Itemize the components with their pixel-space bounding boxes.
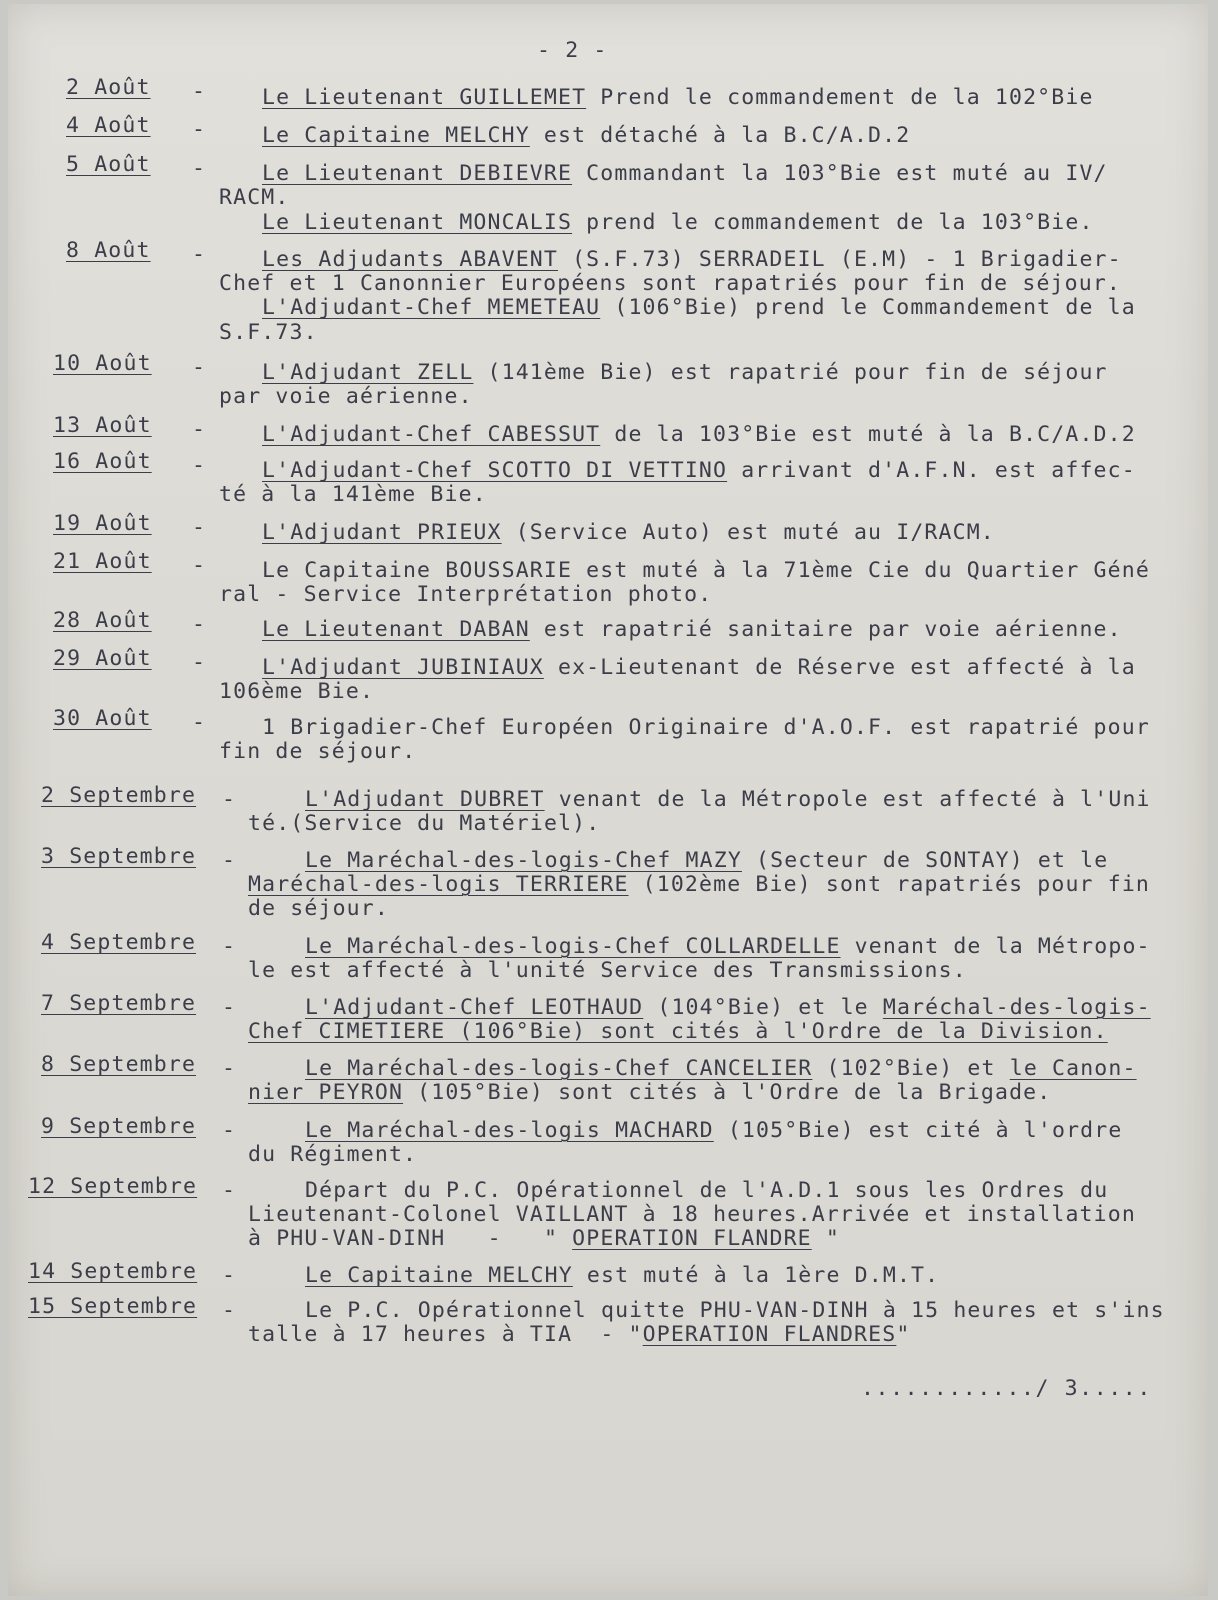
- entry-date: 12 Septembre: [28, 1174, 198, 1199]
- entry-dash: -: [192, 612, 205, 637]
- entry-text-line: [219, 584, 712, 606]
- entry-text-line: [262, 619, 1122, 641]
- text-segment: arrivant d'A.F.N. est affec-: [727, 458, 1136, 483]
- text-segment: RACM.: [219, 185, 290, 210]
- entry-date: 30 Août: [53, 706, 152, 731]
- entry-text-line: [219, 273, 1121, 295]
- entry-text-line: [219, 741, 416, 763]
- underlined-text: Le Lieutenant DEBIEVRE: [262, 161, 573, 186]
- entry-text-line: [305, 1180, 1108, 1202]
- text-segment: (Service Auto) est muté au I/RACM.: [501, 520, 995, 545]
- text-segment: S.F.73.: [219, 320, 318, 345]
- text-segment: (106°Bie) prend le Commandement de la: [600, 295, 1136, 320]
- text-segment: (141ème Bie) est rapatrié pour fin de séjour: [473, 360, 1108, 385]
- entry-text-line: [305, 789, 1151, 811]
- page-number: - 2 -: [537, 38, 608, 63]
- entry-date: 8 Septembre: [41, 1052, 197, 1077]
- text-segment: (102°Bie) et: [812, 1056, 1010, 1081]
- text-segment: est détaché à la B.C/A.D.2: [529, 123, 911, 148]
- entry-text-line: [248, 813, 600, 835]
- entry-text-line: [262, 522, 995, 544]
- entry-date: 16 Août: [53, 449, 152, 474]
- entry-date: 10 Août: [53, 351, 152, 376]
- text-segment: de séjour.: [248, 896, 389, 921]
- text-segment: (105°Bie) est cité à l'ordre: [713, 1118, 1123, 1143]
- entry-dash: -: [192, 453, 205, 478]
- entry-text-line: [305, 936, 1151, 958]
- entry-text-line: [305, 1120, 1122, 1142]
- entry-text-line: [305, 1265, 939, 1287]
- entry-text-line: [248, 1082, 1051, 1104]
- entry-date: 15 Septembre: [28, 1294, 198, 1319]
- entry-dash: -: [192, 650, 205, 675]
- underlined-text: L'Adjudant-Chef MEMETEAU: [262, 295, 601, 320]
- text-segment: du Régiment.: [248, 1142, 418, 1167]
- entry-text-line: [248, 1144, 417, 1166]
- entry-text-line: [248, 898, 389, 920]
- text-segment: fin de séjour.: [219, 739, 417, 764]
- underlined-text: L'Adjudant-Chef LEOTHAUD: [305, 995, 644, 1020]
- entry-date: 4 Septembre: [41, 930, 197, 955]
- entry-date: 29 Août: [53, 646, 152, 671]
- entry-text-line: [305, 1300, 1165, 1322]
- entry-text-line: [248, 874, 1150, 896]
- underlined-text: OPERATION FLANDRE: [572, 1226, 812, 1251]
- entry-date: 14 Septembre: [28, 1259, 198, 1284]
- underlined-text: L'Adjudant-Chef CABESSUT: [262, 422, 601, 447]
- entry-dash: -: [222, 995, 235, 1020]
- entry-dash: -: [192, 355, 205, 380]
- entry-date: 2 Août: [66, 75, 151, 100]
- text-segment: (S.F.73) SERRADEIL (E.M) - 1 Brigadier-: [557, 247, 1122, 272]
- text-segment: talle à 17 heures à TIA - ": [248, 1322, 643, 1347]
- underlined-text: Le Maréchal-des-logis-Chef COLLARDELLE: [305, 934, 841, 959]
- entry-dash: -: [192, 156, 205, 181]
- entry-dash: -: [222, 934, 235, 959]
- entry-date: 5 Août: [66, 152, 151, 177]
- text-segment: 1 Brigadier-Chef Européen Originaire d'A.O.F. est rapatrié pour: [262, 715, 1150, 740]
- text-segment: ": [811, 1226, 840, 1251]
- text-segment: Prend le commandement de la 102°Bie: [586, 85, 1094, 110]
- entry-text-line: [262, 125, 910, 147]
- entry-text-line: [248, 1228, 840, 1250]
- entry-date: 19 Août: [53, 511, 152, 536]
- underlined-text: Le Capitaine MELCHY: [262, 123, 530, 148]
- entry-text-line: [305, 1058, 1137, 1080]
- text-segment: (Secteur de SONTAY) et le: [741, 848, 1109, 873]
- entry-date: 3 Septembre: [41, 844, 197, 869]
- underlined-text: Le Maréchal-des-logis-Chef CANCELIER: [305, 1056, 813, 1081]
- underlined-text: nier PEYRON: [248, 1080, 404, 1105]
- entry-dash: -: [222, 787, 235, 812]
- entry-text-line: [262, 560, 1150, 582]
- document-page: [8, 4, 1208, 1596]
- entry-text-line: [262, 460, 1136, 482]
- text-segment: à PHU-VAN-DINH - ": [248, 1226, 573, 1251]
- underlined-text: L'Adjudant PRIEUX: [262, 520, 502, 545]
- entry-text-line: [262, 657, 1136, 679]
- entry-text-line: [248, 1324, 910, 1346]
- entry-text-line: [262, 297, 1136, 319]
- underlined-text: Les Adjudants ABAVENT: [262, 247, 558, 272]
- underlined-text: le Canon-: [1009, 1056, 1137, 1081]
- entry-date: 8 Août: [66, 238, 151, 263]
- text-segment: Le Capitaine BOUSSARIE est muté à la 71ème Cie du Quartier Géné: [262, 558, 1150, 583]
- text-segment: té à la 141ème Bie.: [219, 482, 487, 507]
- text-segment: prend le commandement de la 103°Bie.: [572, 210, 1094, 235]
- entry-text-line: [262, 249, 1122, 271]
- text-segment: est rapatrié sanitaire par voie aérienne.: [529, 617, 1122, 642]
- entry-dash: -: [192, 515, 205, 540]
- underlined-text: L'Adjudant ZELL: [262, 360, 474, 385]
- entry-text-line: [248, 1021, 1108, 1043]
- entry-dash: -: [222, 1118, 235, 1143]
- underlined-text: Le Capitaine MELCHY: [305, 1263, 573, 1288]
- text-segment: ": [896, 1322, 911, 1347]
- entry-dash: -: [222, 1298, 235, 1323]
- underlined-text: Le Maréchal-des-logis-Chef MAZY: [305, 848, 742, 873]
- entry-text-line: [262, 212, 1094, 234]
- underlined-text: Le Lieutenant DABAN: [262, 617, 530, 642]
- entry-dash: -: [192, 117, 205, 142]
- text-segment: (104°Bie) et le: [643, 995, 883, 1020]
- text-segment: Lieutenant-Colonel VAILLANT à 18 heures.Arrivée et installation: [248, 1202, 1136, 1227]
- text-segment: Le P.C. Opérationnel quitte PHU-VAN-DINH à 15 heures et s'ins: [305, 1298, 1165, 1323]
- entry-dash: -: [222, 848, 235, 873]
- text-segment: Chef et 1 Canonnier Européens sont rapatriés pour fin de séjour.: [219, 271, 1122, 296]
- entry-dash: -: [192, 710, 205, 735]
- underlined-text: L'Adjudant DUBRET: [305, 787, 545, 812]
- entry-text-line: [262, 87, 1094, 109]
- entry-date: 7 Septembre: [41, 991, 197, 1016]
- text-segment: venant de la Métropole est affecté à l'Uni: [544, 787, 1151, 812]
- text-segment: ral - Service Interprétation photo.: [219, 582, 713, 607]
- entry-dash: -: [192, 79, 205, 104]
- text-segment: (105°Bie) sont cités à l'Ordre de la Brigade.: [403, 1080, 1052, 1105]
- entry-date: 2 Septembre: [41, 783, 197, 808]
- entry-date: 21 Août: [53, 549, 152, 574]
- underlined-text: L'Adjudant JUBINIAUX: [262, 655, 544, 680]
- underlined-text: L'Adjudant-Chef SCOTTO DI VETTINO: [262, 458, 728, 483]
- entry-dash: -: [192, 553, 205, 578]
- continuation-marker: ............/ 3.....: [861, 1376, 1152, 1401]
- underlined-text: OPERATION FLANDRES: [642, 1322, 897, 1347]
- underlined-text: Maréchal-des-logis TERRIERE: [248, 872, 629, 897]
- entry-text-line: [248, 1204, 1136, 1226]
- entry-text-line: [262, 362, 1108, 384]
- text-segment: Départ du P.C. Opérationnel de l'A.D.1 sous les Ordres du: [305, 1178, 1109, 1203]
- entry-text-line: [262, 163, 1108, 185]
- entry-dash: -: [192, 242, 205, 267]
- text-segment: (102ème Bie) sont rapatriés pour fin: [628, 872, 1151, 897]
- underlined-text: Chef CIMETIERE (106°Bie) sont cités à l'Ordre de la Division.: [248, 1019, 1108, 1044]
- entry-text-line: [219, 322, 318, 344]
- underlined-text: Maréchal-des-logis-: [882, 995, 1151, 1020]
- entry-dash: -: [222, 1178, 235, 1203]
- entry-date: 4 Août: [66, 113, 151, 138]
- text-segment: est muté à la 1ère D.M.T.: [572, 1263, 940, 1288]
- entry-text-line: [219, 484, 487, 506]
- entry-text-line: [248, 960, 967, 982]
- entry-text-line: [305, 850, 1108, 872]
- text-segment: venant de la Métropo-: [840, 934, 1151, 959]
- underlined-text: Le Lieutenant MONCALIS: [262, 210, 573, 235]
- text-segment: té.(Service du Matériel).: [248, 811, 601, 836]
- text-segment: de la 103°Bie est muté à la B.C/A.D.2: [600, 422, 1136, 447]
- text-segment: 106ème Bie.: [219, 679, 375, 704]
- text-segment: Commandant la 103°Bie est muté au IV/: [572, 161, 1108, 186]
- entry-date: 28 Août: [53, 608, 152, 633]
- entry-dash: -: [192, 417, 205, 442]
- entry-text-line: [219, 681, 374, 703]
- entry-dash: -: [222, 1056, 235, 1081]
- text-segment: par voie aérienne.: [219, 384, 473, 409]
- text-segment: ex-Lieutenant de Réserve est affecté à la: [543, 655, 1136, 680]
- entry-text-line: [262, 717, 1150, 739]
- underlined-text: Le Lieutenant GUILLEMET: [262, 85, 587, 110]
- entry-date: 13 Août: [53, 413, 152, 438]
- entry-dash: -: [222, 1263, 235, 1288]
- entry-text-line: [305, 997, 1151, 1019]
- entry-text-line: [262, 424, 1136, 446]
- underlined-text: Le Maréchal-des-logis MACHARD: [305, 1118, 714, 1143]
- entry-date: 9 Septembre: [41, 1114, 197, 1139]
- entry-text-line: [219, 187, 289, 209]
- entry-text-line: [219, 386, 473, 408]
- text-segment: le est affecté à l'unité Service des Transmissions.: [248, 958, 967, 983]
